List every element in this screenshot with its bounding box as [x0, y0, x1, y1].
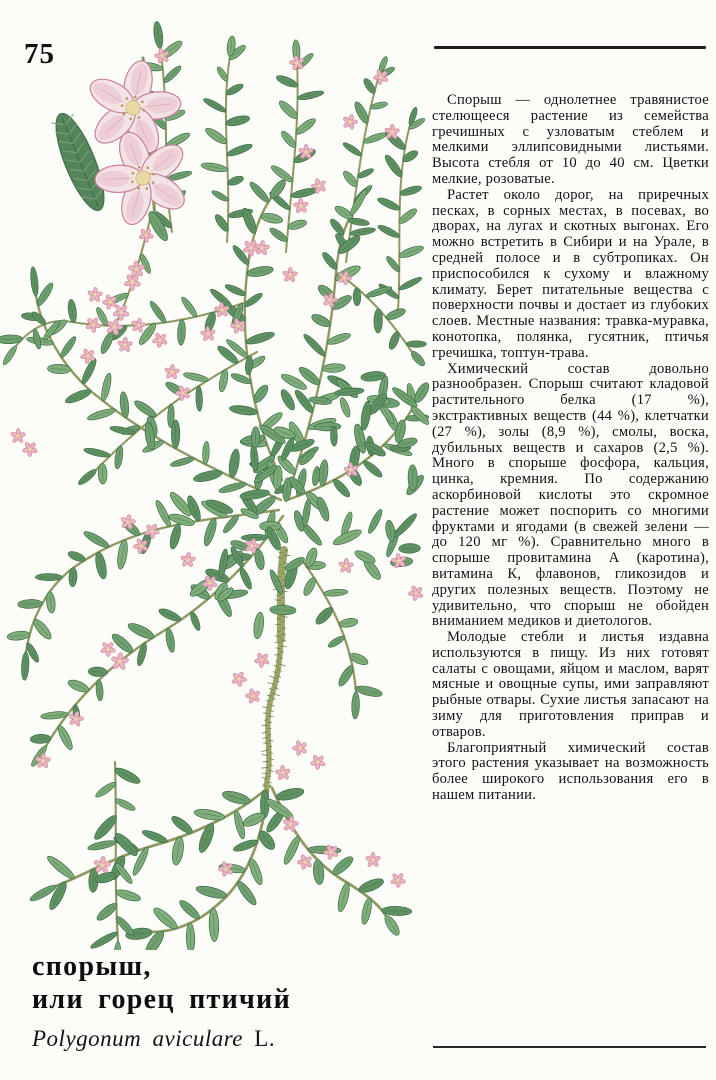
- title-block: [32, 950, 291, 1016]
- bottom-rule: [433, 1046, 706, 1048]
- article-text: [432, 93, 709, 804]
- latin-genus-species: Polygonum aviculare: [32, 1026, 244, 1051]
- title-common-name-line1: спорыш,: [32, 951, 152, 982]
- paragraph: Благоприятный химический состав этого растения указывает на возможность более широкого использования его в нашем питании.: [432, 739, 709, 804]
- paragraph: Растет около дорог, на приречных песках, в сорных местах, в посевах, во дворах, на лугах и скотных выгонах. Его можно встретить в Сибири и на Урале, в средней полосе и в субтропиках. Он приспособился к сухому и влажному климату. Берет питательные вещества с поверхности почвы и достает из глубоких слоев. Местные названия: травка-муравка, конотопка, полянка, гусятник, птичья гречишка, топтун-трава.: [432, 186, 709, 361]
- latin-author: L.: [254, 1026, 276, 1051]
- title-latin-name: [32, 1026, 275, 1052]
- paragraph: Молодые стебли и листья издавна используются в пищу. Из них готовят салаты с овощами, яйцом и маслом, варят мясные и овощные супы, ими заправляют рыбные отвары. Сухие листья запасают на зиму для приготовления приправ и отваров.: [432, 629, 709, 740]
- top-rule: [434, 46, 706, 49]
- title-common-name-line2: или горец птичий: [32, 984, 292, 1015]
- page-number: 75: [24, 38, 55, 70]
- paragraph: Спорыш — однолетнее травянистое стелющееся растение из семейства гречишных с узловатым стеблем и мелкими эллипсовидными листьями. Высота стебля от 10 до 40 см. Цветки мелкие, розоватые.: [432, 92, 709, 187]
- paragraph: Химический состав довольно разнообразен. Спорыш считают кладовой растительного белка (17 %), экстрактивных веществ (44 %), клетчатки (27 %), золы (8,9 %), смолы, воска, дубильных веществ и сахаров (2,5 %). Много в спорыше фосфора, кальция, цинка, кремния. По содержанию аскорбиновой кислоты это скромное растение может поспорить со многими фруктами и ягодами (в свежей зелени — до 120 мг %). Сравнительно много в спорыше провитамина А (каротина), витамина К, флавонов, гликозидов и других полезных веществ. Поэтому не удивительно, что спорыш не обойден вниманием медиков и диетологов.: [432, 360, 709, 630]
